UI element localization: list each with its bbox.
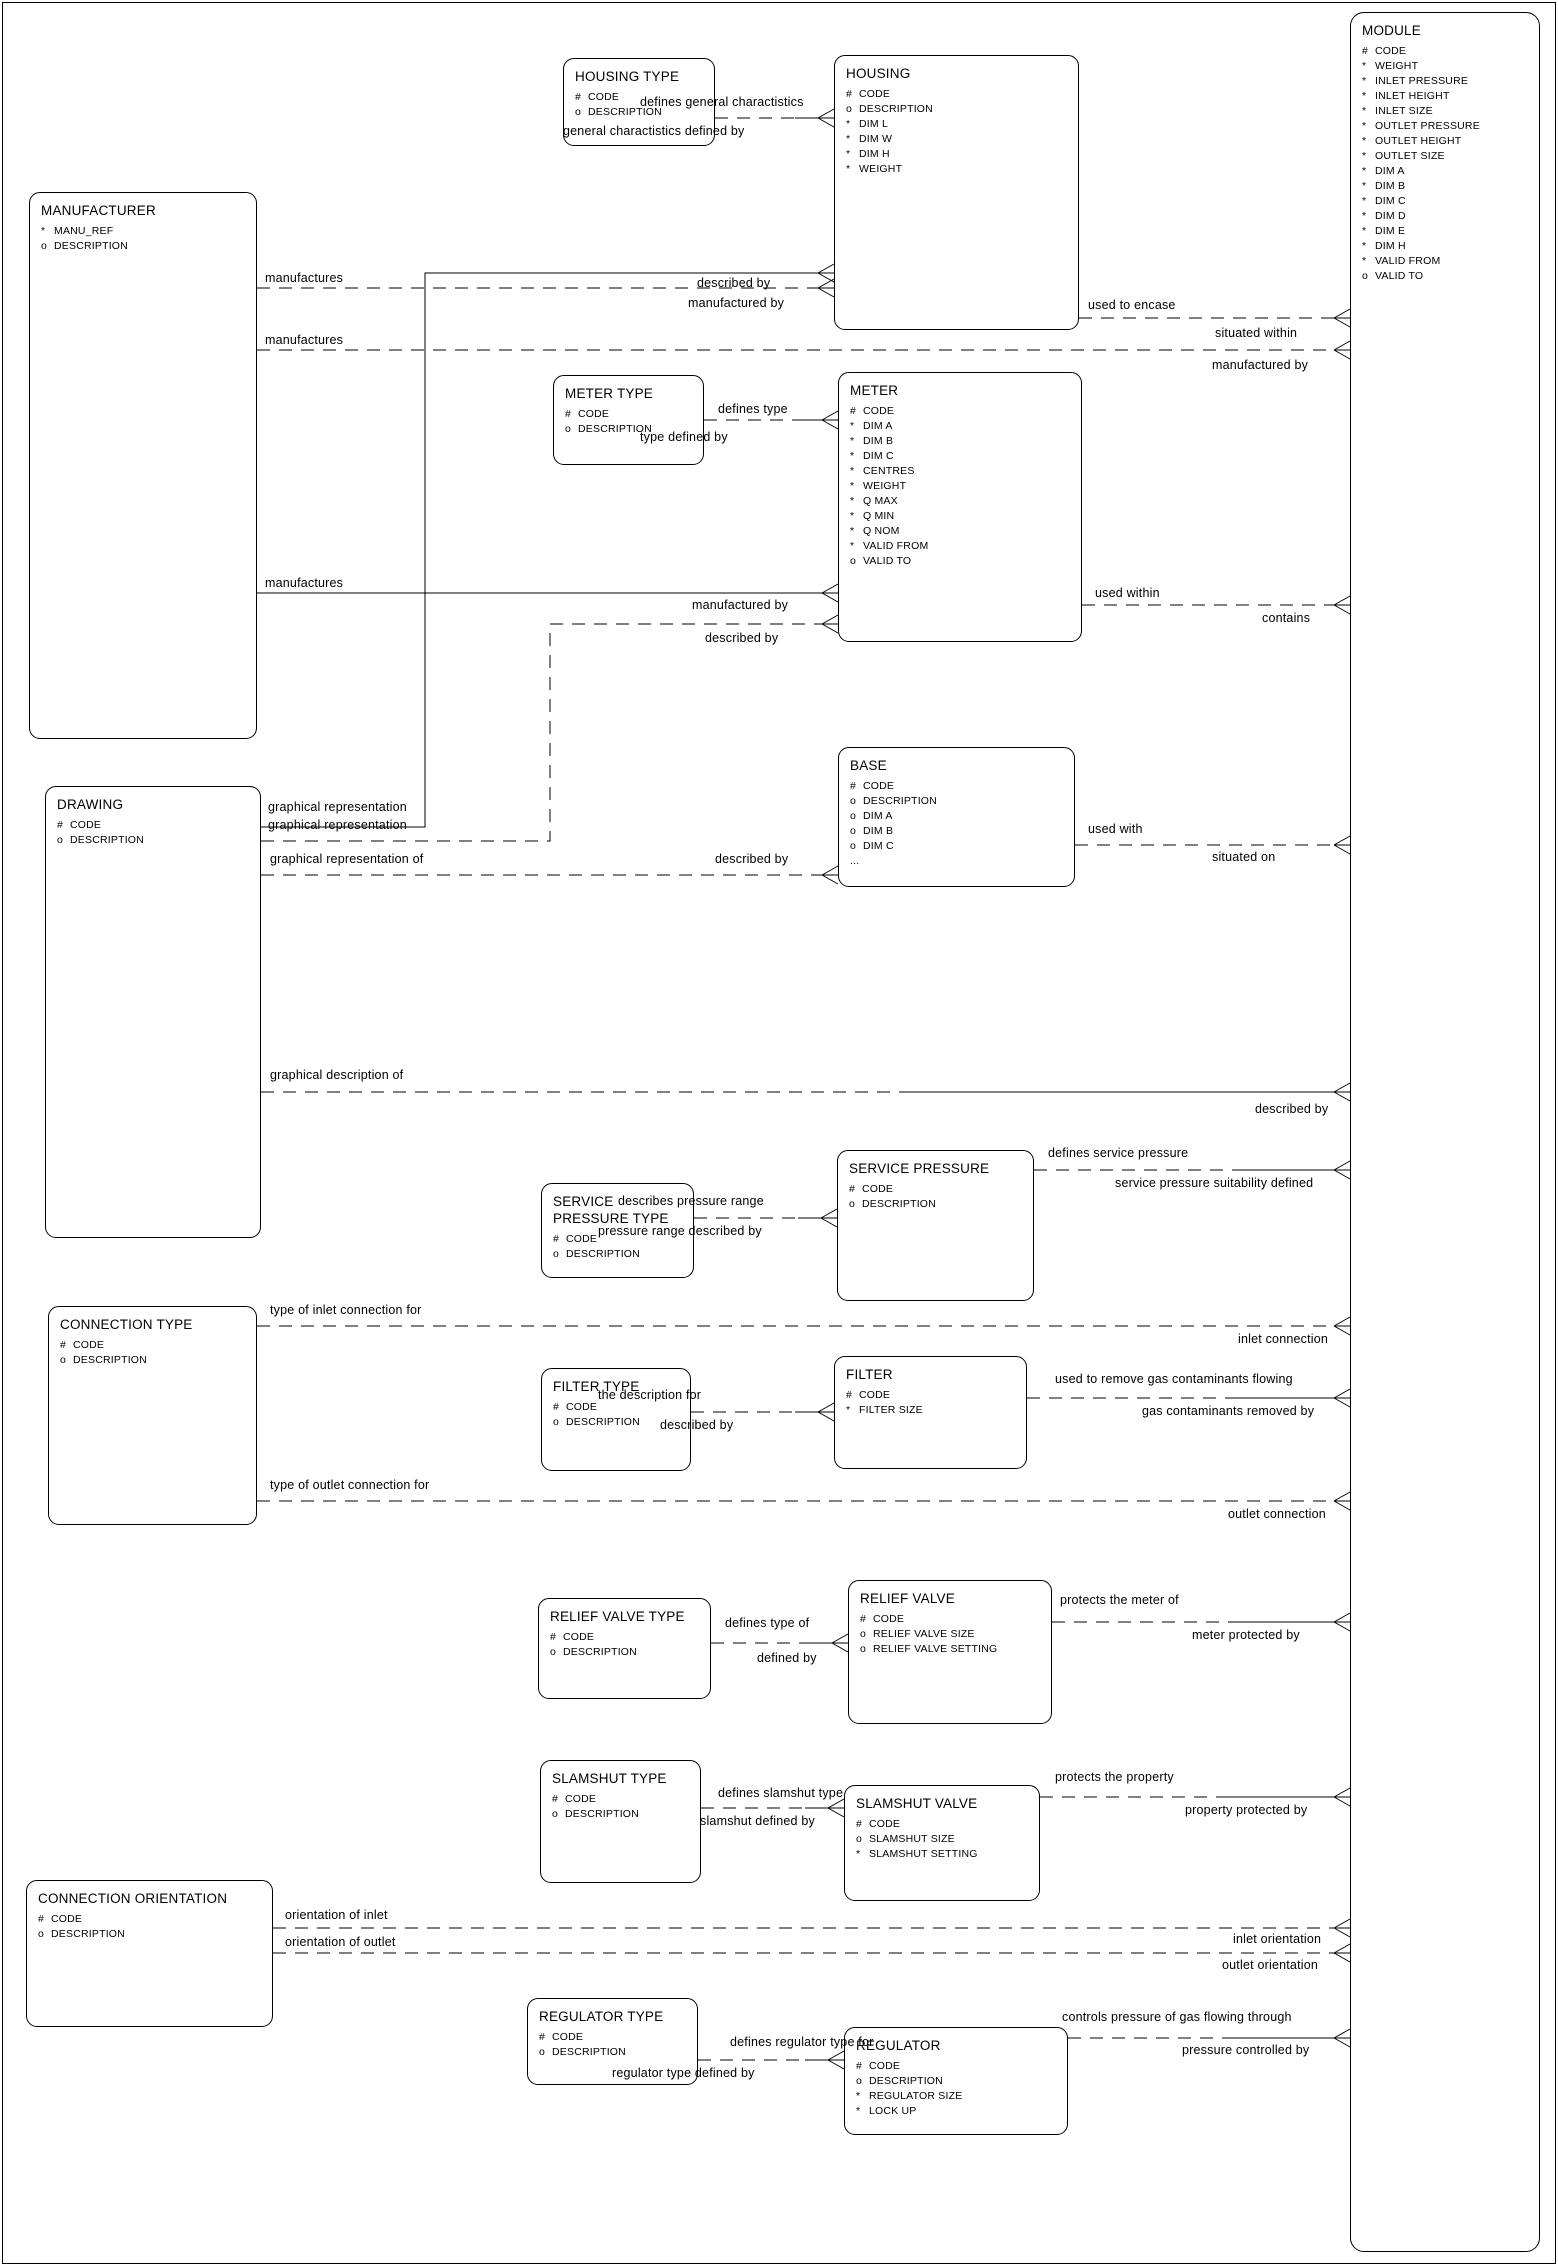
attribute-list: [856, 1817, 1033, 1862]
relationship-label-relief-defined-by: defined by: [757, 1651, 817, 1665]
relationship-label-defines-general-charactistics: defines general charactistics: [640, 95, 804, 109]
crow-foot-icon: [1334, 1317, 1350, 1335]
attribute-row: o DIM B: [850, 825, 894, 837]
attribute-row: # CODE: [552, 1793, 597, 1805]
attribute-row: * INLET PRESSURE: [1362, 75, 1469, 87]
relationship-label-gas-contaminants-removed-by: gas contaminants removed by: [1142, 1404, 1315, 1418]
attribute-row: # CODE: [849, 1183, 894, 1195]
attribute-list: [849, 1182, 1027, 1212]
entity-service-pressure[interactable]: [837, 1150, 1034, 1301]
relationship-label-housing-described-by: described by: [697, 276, 771, 290]
relationship-label-type-of-outlet-connection-for: type of outlet connection for: [270, 1478, 430, 1492]
relationship-label-inlet-orientation: inlet orientation: [1233, 1932, 1322, 1946]
relationship-label-outlet-orientation: outlet orientation: [1222, 1958, 1319, 1972]
relationship-label-defines-type: defines type: [718, 402, 788, 416]
attribute-row: o DESCRIPTION: [57, 834, 144, 846]
attribute-row: * WEIGHT: [1362, 60, 1419, 72]
crow-foot-icon: [1334, 1083, 1350, 1101]
relationship-label-module-manufactured-by: manufactured by: [1212, 358, 1309, 372]
relationship-label-graphical-representation-2: graphical representation: [268, 818, 407, 832]
attribute-row: * OUTLET HEIGHT: [1362, 135, 1462, 147]
attribute-row: o DIM A: [850, 810, 893, 822]
entity-meter[interactable]: [838, 372, 1082, 642]
entity-title: FILTER: [846, 1367, 893, 1382]
entity-title: RELIEF VALVE TYPE: [550, 1609, 685, 1624]
attribute-row: o DESCRIPTION: [550, 1646, 637, 1658]
attribute-row: * CENTRES: [850, 465, 915, 477]
crow-foot-icon: [1334, 1944, 1350, 1962]
attribute-list: [856, 2059, 1061, 2119]
relationship-label-the-description-for: the description for: [598, 1388, 702, 1402]
relationship-label-used-to-encase: used to encase: [1088, 298, 1176, 312]
relationship-label-slamshut-defined-by: slamshut defined by: [700, 1814, 815, 1828]
crow-foot-icon: [818, 109, 834, 127]
attribute-row: * SLAMSHUT SETTING: [856, 1848, 978, 1860]
entity-filter[interactable]: [834, 1356, 1027, 1469]
attribute-row: # CODE: [550, 1631, 595, 1643]
attribute-row: o DESCRIPTION: [575, 106, 662, 118]
attribute-list: [846, 1388, 1020, 1418]
entity-title: MODULE: [1362, 23, 1421, 38]
relationship-label-inlet-connection: inlet connection: [1238, 1332, 1329, 1346]
attribute-list: [38, 1912, 266, 1942]
attribute-row: * DIM C: [1362, 195, 1406, 207]
attribute-row: ...: [850, 855, 860, 867]
attribute-row: * WEIGHT: [850, 480, 907, 492]
relationship-label-meter-described-by: described by: [705, 631, 779, 645]
entity-title: CONNECTION ORIENTATION: [38, 1891, 228, 1906]
relationship-label-describes-pressure-range: describes pressure range: [618, 1194, 764, 1208]
attribute-row: # CODE: [846, 88, 891, 100]
attribute-row: * DIM B: [1362, 180, 1406, 192]
attribute-row: o RELIEF VALVE SETTING: [860, 1643, 998, 1655]
relationship-label-type-of-inlet-connection-for: type of inlet connection for: [270, 1303, 422, 1317]
attribute-row: o DESCRIPTION: [539, 2046, 626, 2058]
attribute-row: o DESCRIPTION: [38, 1928, 125, 1940]
relationship-label-used-with: used with: [1088, 822, 1143, 836]
relationship-label-contains: contains: [1262, 611, 1311, 625]
attribute-row: o VALID TO: [850, 555, 912, 567]
attribute-row: # CODE: [850, 405, 895, 417]
attribute-row: * MANU_REF: [41, 225, 114, 237]
attribute-list: [860, 1612, 1045, 1657]
relationship-label-manufactures-housing: manufactures: [265, 271, 344, 285]
relationship-label-outlet-connection: outlet connection: [1228, 1507, 1326, 1521]
attribute-row: * Q MAX: [850, 495, 898, 507]
attribute-row: # CODE: [856, 2060, 901, 2072]
crow-foot-icon: [1334, 836, 1350, 854]
entity-regulator[interactable]: [844, 2027, 1068, 2135]
entity-title: REGULATOR TYPE: [539, 2009, 664, 2024]
attribute-row: * DIM A: [1362, 165, 1405, 177]
relationship-label-manufactures-meter: manufactures: [265, 576, 344, 590]
crow-foot-icon: [818, 264, 834, 282]
relationship-label-module-described-by: described by: [1255, 1102, 1329, 1116]
crow-foot-icon: [822, 615, 838, 633]
entity-title: MANUFACTURER: [41, 203, 156, 218]
entity-title: CONNECTION TYPE: [60, 1317, 193, 1332]
entity-title: SLAMSHUT VALVE: [856, 1796, 978, 1811]
attribute-row: # CODE: [1362, 45, 1407, 57]
attribute-row: o SLAMSHUT SIZE: [856, 1833, 955, 1845]
relationship-label-meter-protected-by: meter protected by: [1192, 1628, 1300, 1642]
entity-title: FILTER TYPE: [553, 1379, 640, 1394]
entity-title: METER: [850, 383, 899, 398]
attribute-row: # CODE: [539, 2031, 584, 2043]
attribute-row: * DIM E: [1362, 225, 1406, 237]
attribute-row: # CODE: [57, 819, 102, 831]
attribute-row: * DIM L: [846, 118, 889, 130]
attribute-row: # CODE: [850, 780, 895, 792]
attribute-row: o DESCRIPTION: [846, 103, 933, 115]
relationship-label-service-pressure-suitability-defined: service pressure suitability defined: [1115, 1176, 1314, 1190]
attribute-row: o DESCRIPTION: [552, 1808, 639, 1820]
attribute-row: * OUTLET SIZE: [1362, 150, 1445, 162]
attribute-row: * FILTER SIZE: [846, 1404, 923, 1416]
relationship-label-type-defined-by: type defined by: [640, 430, 728, 444]
crow-foot-icon: [818, 279, 834, 297]
attribute-row: o DESCRIPTION: [849, 1198, 936, 1210]
entity-title: BASE: [850, 758, 887, 773]
entity-connection-type[interactable]: [48, 1306, 257, 1525]
attribute-row: # CODE: [553, 1401, 598, 1413]
attribute-row: o DIM C: [850, 840, 894, 852]
entity-title: DRAWING: [57, 797, 124, 812]
entity-title: METER TYPE: [565, 386, 654, 401]
attribute-row: * DIM W: [846, 133, 893, 145]
entity-title: SERVICE PRESSURE TYPE: [553, 1194, 669, 1226]
attribute-row: o DESCRIPTION: [553, 1248, 640, 1260]
relationship-label-protects-the-property: protects the property: [1055, 1770, 1174, 1784]
attribute-row: * WEIGHT: [846, 163, 903, 175]
attribute-row: # CODE: [60, 1339, 105, 1351]
relationship-label-pressure-range-described-by: pressure range described by: [598, 1224, 762, 1238]
attribute-row: * DIM B: [850, 435, 894, 447]
crow-foot-icon: [1334, 1613, 1350, 1631]
entity-connection-orientation[interactable]: [26, 1880, 273, 2027]
relationship-label-graphical-representation-of: graphical representation of: [270, 852, 424, 866]
attribute-row: o RELIEF VALVE SIZE: [860, 1628, 975, 1640]
crow-foot-icon: [1334, 596, 1350, 614]
entity-drawing[interactable]: [45, 786, 261, 1238]
relationship-label-defines-slamshut-type: defines slamshut type: [718, 1786, 844, 1800]
relationship-label-situated-on: situated on: [1212, 850, 1276, 864]
entity-base[interactable]: [838, 747, 1075, 887]
attribute-row: o DESCRIPTION: [856, 2075, 943, 2087]
entity-meter-type[interactable]: [553, 375, 704, 465]
attribute-row: # CODE: [860, 1613, 905, 1625]
attribute-row: o VALID TO: [1362, 270, 1424, 282]
attribute-row: * REGULATOR SIZE: [856, 2090, 963, 2102]
crow-foot-icon: [818, 1403, 834, 1421]
attribute-row: # CODE: [575, 91, 620, 103]
relationship-label-situated-within: situated within: [1215, 326, 1298, 340]
relationship-label-pressure-controlled-by: pressure controlled by: [1182, 2043, 1310, 2057]
attribute-row: * OUTLET PRESSURE: [1362, 120, 1480, 132]
attribute-row: * DIM H: [1362, 240, 1406, 252]
crow-foot-icon: [1334, 1788, 1350, 1806]
attribute-row: # CODE: [846, 1389, 891, 1401]
attribute-list: [846, 87, 1072, 177]
relationship-label-used-to-remove: used to remove gas contaminants flowing: [1055, 1372, 1293, 1386]
attribute-row: o DESCRIPTION: [565, 423, 652, 435]
relationship-label-meter-manufactured-by: manufactured by: [692, 598, 789, 612]
entity-module[interactable]: [1350, 12, 1540, 2252]
crow-foot-icon: [828, 1799, 844, 1817]
relationship-label-filter-described-by: described by: [660, 1418, 734, 1432]
relationship-label-defines-service-pressure: defines service pressure: [1048, 1146, 1189, 1160]
attribute-list: [850, 404, 1075, 569]
crow-foot-icon: [822, 411, 838, 429]
crow-foot-icon: [1334, 2029, 1350, 2047]
relationship-label-graphical-representation-1: graphical representation: [268, 800, 407, 814]
crow-foot-icon: [1334, 309, 1350, 327]
entity-relief-valve[interactable]: [848, 1580, 1052, 1724]
attribute-row: * VALID FROM: [1362, 255, 1441, 267]
attribute-row: o DESCRIPTION: [41, 240, 128, 252]
entity-title: HOUSING: [846, 66, 911, 81]
attribute-list: [552, 1792, 694, 1822]
crow-foot-icon: [822, 866, 838, 884]
crow-foot-icon: [821, 1209, 837, 1227]
relationship-label-general-charactistics-defined-by: general charactistics defined by: [563, 124, 745, 138]
relationship-label-manufactures-module: manufactures: [265, 333, 344, 347]
entity-slamshut-type[interactable]: [540, 1760, 701, 1883]
attribute-row: # CODE: [565, 408, 610, 420]
attribute-row: o DESCRIPTION: [60, 1354, 147, 1366]
entity-title: RELIEF VALVE: [860, 1591, 955, 1606]
crow-foot-icon: [1334, 1389, 1350, 1407]
attribute-row: # CODE: [38, 1913, 83, 1925]
relationship-label-protects-the-meter-of: protects the meter of: [1060, 1593, 1179, 1607]
attribute-row: o DESCRIPTION: [553, 1416, 640, 1428]
attribute-list: [539, 2030, 691, 2060]
crow-foot-icon: [1334, 1492, 1350, 1510]
relationship-label-defines-type-of: defines type of: [725, 1616, 810, 1630]
attribute-list: [850, 779, 1068, 869]
attribute-row: * VALID FROM: [850, 540, 929, 552]
attribute-row: # CODE: [856, 1818, 901, 1830]
entity-title: REGULATOR: [856, 2038, 941, 2053]
attribute-row: * INLET SIZE: [1362, 105, 1433, 117]
attribute-list: [57, 818, 254, 848]
attribute-list: [41, 224, 250, 254]
attribute-row: * DIM H: [846, 148, 890, 160]
crow-foot-icon: [832, 1634, 848, 1652]
crow-foot-icon: [1334, 1161, 1350, 1179]
relationship-label-used-within: used within: [1095, 586, 1160, 600]
relationship-label-graphical-description-of: graphical description of: [270, 1068, 404, 1082]
relationship-label-orientation-of-inlet: orientation of inlet: [285, 1908, 388, 1922]
entity-slamshut-valve[interactable]: [844, 1785, 1040, 1901]
relationship-label-base-described-by: described by: [715, 852, 789, 866]
entity-title: SLAMSHUT TYPE: [552, 1771, 667, 1786]
crow-foot-icon: [1334, 1919, 1350, 1937]
relationship-label-controls-pressure: controls pressure of gas flowing through: [1062, 2010, 1292, 2024]
attribute-row: * DIM D: [1362, 210, 1406, 222]
relationship-label-orientation-of-outlet: orientation of outlet: [285, 1935, 396, 1949]
entity-title: HOUSING TYPE: [575, 69, 680, 84]
attribute-row: * Q NOM: [850, 525, 900, 537]
attribute-list: [1362, 44, 1533, 284]
entity-relief-valve-type[interactable]: [538, 1598, 711, 1699]
entity-housing[interactable]: [834, 55, 1079, 330]
relationship-label-defines-regulator-type-for: defines regulator type for: [730, 2035, 874, 2049]
relationship-label-housing-manufactured-by: manufactured by: [688, 296, 785, 310]
crow-foot-icon: [822, 584, 838, 602]
entity-manufacturer[interactable]: [29, 192, 257, 739]
attribute-list: [550, 1630, 704, 1660]
entity-title: SERVICE PRESSURE: [849, 1161, 990, 1176]
relationship-label-property-protected-by: property protected by: [1185, 1803, 1308, 1817]
attribute-row: * LOCK UP: [856, 2105, 917, 2117]
crow-foot-icon: [828, 2051, 844, 2069]
attribute-row: # CODE: [553, 1233, 598, 1245]
attribute-list: [60, 1338, 250, 1368]
attribute-row: * INLET HEIGHT: [1362, 90, 1450, 102]
attribute-row: o DESCRIPTION: [850, 795, 937, 807]
attribute-row: * Q MIN: [850, 510, 895, 522]
attribute-row: * DIM C: [850, 450, 894, 462]
crow-foot-icon: [1334, 341, 1350, 359]
relationship-label-regulator-type-defined-by: regulator type defined by: [612, 2066, 755, 2080]
attribute-row: * DIM A: [850, 420, 893, 432]
